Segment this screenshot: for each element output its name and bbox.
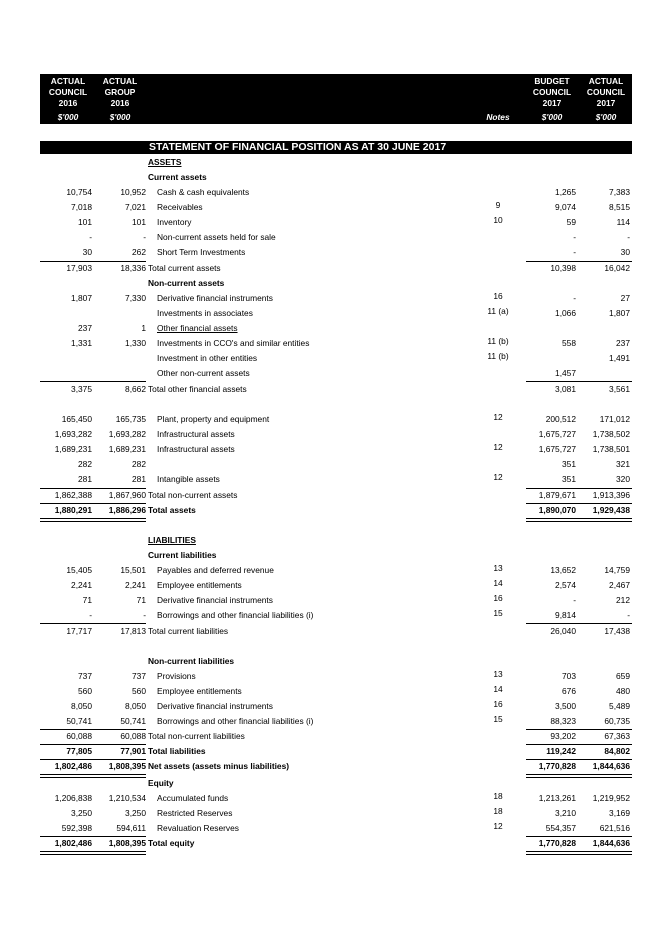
line-item-label: Total equity <box>148 838 195 848</box>
actual-council-2017-value: 8,515 <box>609 202 630 212</box>
actual-council-2016-value: 17,717 <box>66 626 92 636</box>
budget-council-2017-value: 351 <box>562 474 576 484</box>
unit-label: $'000 <box>541 112 563 122</box>
table-row <box>0 472 656 487</box>
line-item-label: Derivative financial instruments <box>157 595 273 605</box>
line-item-label: Employee entitlements <box>157 686 242 696</box>
subtotal-rule <box>526 836 632 837</box>
header-text: ACTUAL <box>50 76 86 86</box>
actual-council-2016-value: - <box>89 610 92 620</box>
actual-council-2017-value: 621,516 <box>599 823 630 833</box>
table-row <box>0 563 656 578</box>
actual-council-2016-value: 3,375 <box>71 384 92 394</box>
actual-council-2017-value: 171,012 <box>599 414 630 424</box>
actual-council-2017-value: 480 <box>616 686 630 696</box>
note-ref: 14 <box>493 684 503 694</box>
actual-council-2017-value: 16,042 <box>604 263 630 273</box>
actual-council-2017-value: 2,467 <box>609 580 630 590</box>
line-item-label: Total current assets <box>148 263 221 273</box>
non-current-liabilities-heading: Non-current liabilities <box>148 656 235 666</box>
budget-council-2017-value: 703 <box>562 671 576 681</box>
budget-council-2017-value: 1,457 <box>555 368 576 378</box>
table-row <box>0 336 656 351</box>
line-item-label: Inventory <box>157 217 192 227</box>
total-row <box>0 836 656 851</box>
unit-label: $'000 <box>595 112 617 122</box>
note-ref: 13 <box>493 563 503 573</box>
actual-group-2016-value: 10,952 <box>120 187 146 197</box>
line-item-label: Plant, property and equipment <box>157 414 270 424</box>
note-ref: 12 <box>493 412 503 422</box>
header-text: COUNCIL <box>532 87 572 97</box>
actual-council-2016-value: - <box>89 232 92 242</box>
section-heading-row <box>0 548 656 563</box>
actual-group-2016-value: 737 <box>132 671 146 681</box>
actual-council-2016-value: 101 <box>78 217 92 227</box>
section-heading-row <box>0 276 656 291</box>
double-rule <box>526 518 632 522</box>
column-header-bar <box>40 74 632 124</box>
section-heading-row <box>0 654 656 669</box>
actual-group-2016-value: - <box>143 232 146 242</box>
note-ref: 13 <box>493 669 503 679</box>
actual-council-2016-value: 10,754 <box>66 187 92 197</box>
line-item-label: Restricted Reserves <box>157 808 233 818</box>
budget-council-2017-value: 1,265 <box>555 187 576 197</box>
actual-group-2016-value: 8,050 <box>125 701 146 711</box>
budget-council-2017-value: 1,675,727 <box>538 429 576 439</box>
table-row <box>0 321 656 336</box>
subtotal-rule <box>40 729 146 730</box>
actual-council-2017-value: 1,807 <box>609 308 630 318</box>
note-ref: 10 <box>493 215 503 225</box>
table-row <box>0 593 656 608</box>
actual-council-2017-value: 1,913,396 <box>592 490 630 500</box>
budget-council-2017-value: 9,814 <box>555 610 576 620</box>
actual-council-2017-value: 5,489 <box>609 701 630 711</box>
actual-council-2017-value: 17,438 <box>604 626 630 636</box>
actual-council-2016-value: 592,398 <box>61 823 92 833</box>
note-ref: 12 <box>493 821 503 831</box>
line-item-label: Payables and deferred revenue <box>157 565 274 575</box>
table-row <box>0 669 656 684</box>
section-heading-row <box>0 170 656 185</box>
actual-council-2016-value: 1,807 <box>71 293 92 303</box>
table-row <box>0 699 656 714</box>
actual-council-2017-value: 14,759 <box>604 565 630 575</box>
actual-council-2017-value: 114 <box>616 217 630 227</box>
actual-group-2016-value: 1,210,534 <box>108 793 146 803</box>
table-row <box>0 351 656 366</box>
actual-council-2016-value: 1,802,486 <box>54 838 92 848</box>
actual-council-2017-value: - <box>627 232 630 242</box>
double-rule <box>40 851 146 855</box>
actual-council-2017-value: 237 <box>616 338 630 348</box>
subtotal-row <box>0 261 656 276</box>
table-row <box>0 366 656 381</box>
line-item-label: Total non-current liabilities <box>148 731 245 741</box>
section-heading-row <box>0 533 656 548</box>
budget-council-2017-value: 1,890,070 <box>538 505 576 515</box>
subtotal-row <box>0 729 656 744</box>
line-item-label: Accumulated funds <box>157 793 229 803</box>
actual-council-2016-value: 1,802,486 <box>54 761 92 771</box>
actual-council-2017-value: 1,219,952 <box>592 793 630 803</box>
actual-council-2016-value: 1,862,388 <box>54 490 92 500</box>
table-row <box>0 230 656 245</box>
line-item-label: Non-current assets held for sale <box>157 232 276 242</box>
section-heading-row <box>0 776 656 791</box>
actual-council-2017-value: 1,491 <box>609 353 630 363</box>
actual-council-2017-value: 3,169 <box>609 808 630 818</box>
actual-group-2016-value: 17,813 <box>120 626 146 636</box>
actual-council-2017-value: 1,844,636 <box>592 838 630 848</box>
actual-council-2016-value: 77,805 <box>66 746 92 756</box>
actual-council-2017-value: 30 <box>620 247 630 257</box>
total-row <box>0 744 656 759</box>
table-row <box>0 412 656 427</box>
table-row <box>0 578 656 593</box>
notes-header: Notes <box>486 112 510 122</box>
line-item-label: Revaluation Reserves <box>157 823 239 833</box>
actual-council-2016-value: 1,206,838 <box>54 793 92 803</box>
actual-council-2016-value: 60,088 <box>66 731 92 741</box>
table-row <box>0 821 656 836</box>
actual-group-2016-value: 262 <box>132 247 146 257</box>
line-item-label: Total other financial assets <box>148 384 247 394</box>
header-actual-council-2017 <box>578 76 634 109</box>
note-ref: 16 <box>493 291 503 301</box>
budget-council-2017-value: 554,357 <box>545 823 576 833</box>
actual-council-2016-value: 281 <box>78 474 92 484</box>
line-item-label: Intangible assets <box>157 474 220 484</box>
subtotal-rule <box>40 744 146 745</box>
budget-council-2017-value: - <box>573 247 576 257</box>
budget-council-2017-value: 88,323 <box>550 716 576 726</box>
budget-council-2017-value: - <box>573 232 576 242</box>
budget-council-2017-value: 1,066 <box>555 308 576 318</box>
actual-group-2016-value: 7,330 <box>125 293 146 303</box>
actual-council-2017-value: 320 <box>616 474 630 484</box>
subtotal-rule <box>40 759 146 760</box>
actual-council-2017-value: 1,738,501 <box>592 444 630 454</box>
actual-council-2016-value: 71 <box>82 595 92 605</box>
actual-group-2016-value: 594,611 <box>116 823 146 833</box>
subtotal-rule <box>40 488 146 489</box>
double-rule <box>40 518 146 522</box>
actual-council-2017-value: 7,383 <box>609 187 630 197</box>
actual-council-2016-value: 1,880,291 <box>54 505 92 515</box>
actual-group-2016-value: 2,241 <box>125 580 146 590</box>
subtotal-rule <box>526 503 632 504</box>
note-ref: 15 <box>493 714 503 724</box>
subtotal-rule <box>526 381 632 382</box>
note-ref: 14 <box>493 578 503 588</box>
header-text: GROUP <box>104 87 136 97</box>
budget-council-2017-value: 9,074 <box>555 202 576 212</box>
subtotal-rule <box>40 623 146 624</box>
actual-council-2016-value: 3,250 <box>71 808 92 818</box>
table-row <box>0 245 656 260</box>
header-text: 2016 <box>110 98 130 108</box>
statement-title-bar <box>40 141 632 154</box>
line-item-label: Infrastructural assets <box>157 444 235 454</box>
actual-council-2016-value: 15,405 <box>66 565 92 575</box>
subtotal-row <box>0 382 656 397</box>
actual-group-2016-value: 77,901 <box>120 746 146 756</box>
header-text: 2017 <box>542 98 562 108</box>
line-item-label: Derivative financial instruments <box>157 293 273 303</box>
actual-council-2016-value: 560 <box>78 686 92 696</box>
actual-council-2016-value: 7,018 <box>71 202 92 212</box>
subtotal-rule <box>526 488 632 489</box>
table-row <box>0 291 656 306</box>
line-item-label: Investment in other entities <box>157 353 258 363</box>
line-item-label: Investments in CCO's and similar entities <box>157 338 310 348</box>
note-ref: 11 (b) <box>487 351 509 361</box>
actual-council-2016-value: 737 <box>78 671 92 681</box>
actual-council-2017-value: 60,735 <box>604 716 630 726</box>
actual-group-2016-value: 3,250 <box>125 808 146 818</box>
note-ref: 15 <box>493 608 503 618</box>
note-ref: 18 <box>493 791 503 801</box>
line-item-label: Derivative financial instruments <box>157 701 273 711</box>
statement-title: STATEMENT OF FINANCIAL POSITION AS AT 30 JUNE 2017 <box>149 141 447 153</box>
header-text: ACTUAL <box>102 76 138 86</box>
actual-council-2016-value: 1,693,282 <box>54 429 92 439</box>
budget-council-2017-value: 200,512 <box>545 414 576 424</box>
budget-council-2017-value: 26,040 <box>550 626 576 636</box>
table-row <box>0 714 656 729</box>
budget-council-2017-value: 2,574 <box>555 580 576 590</box>
line-item-label: Borrowings and other financial liabilities (i) <box>157 610 314 620</box>
actual-council-2017-value: 1,844,636 <box>592 761 630 771</box>
subtotal-rule <box>40 381 146 382</box>
line-item-label: Total liabilities <box>148 746 206 756</box>
budget-council-2017-value: 1,770,828 <box>538 761 576 771</box>
subtotal-rule <box>40 261 146 262</box>
header-text: COUNCIL <box>586 87 626 97</box>
actual-council-2017-value: 67,363 <box>604 731 630 741</box>
actual-council-2017-value: 321 <box>616 459 630 469</box>
actual-council-2017-value: 3,561 <box>609 384 630 394</box>
subtotal-rule <box>526 759 632 760</box>
actual-group-2016-value: 8,662 <box>125 384 146 394</box>
unit-label: $'000 <box>57 112 79 122</box>
actual-group-2016-value: 1 <box>141 323 146 333</box>
actual-group-2016-value: 60,088 <box>120 731 146 741</box>
note-ref: 16 <box>493 699 503 709</box>
subtotal-row <box>0 624 656 639</box>
subtotal-rule <box>40 503 146 504</box>
line-item-label: Total non-current assets <box>148 490 238 500</box>
budget-council-2017-value: 1,213,261 <box>538 793 576 803</box>
actual-group-2016-value: 1,808,395 <box>108 838 146 848</box>
actual-group-2016-value: 1,867,960 <box>108 490 146 500</box>
actual-group-2016-value: 18,336 <box>120 263 146 273</box>
table-row <box>0 306 656 321</box>
liabilities-heading: LIABILITIES <box>148 535 196 545</box>
budget-council-2017-value: 1,675,727 <box>538 444 576 454</box>
table-row <box>0 200 656 215</box>
table-row <box>0 791 656 806</box>
actual-council-2016-value: 30 <box>82 247 92 257</box>
actual-council-2016-value: 282 <box>78 459 92 469</box>
actual-group-2016-value: 1,886,296 <box>108 505 146 515</box>
actual-group-2016-value: 1,330 <box>125 338 146 348</box>
actual-council-2016-value: 50,741 <box>66 716 92 726</box>
table-row <box>0 608 656 623</box>
note-ref: 12 <box>493 472 503 482</box>
actual-group-2016-value: 281 <box>132 474 146 484</box>
line-item-label: Borrowings and other financial liabilities (i) <box>157 716 314 726</box>
note-ref: 11 (b) <box>487 336 509 346</box>
double-rule <box>526 851 632 855</box>
subtotal-rule <box>526 261 632 262</box>
header-text: BUDGET <box>534 76 570 86</box>
budget-council-2017-value: 3,081 <box>555 384 576 394</box>
line-item-label: Investments in associates <box>157 308 253 318</box>
actual-group-2016-value: - <box>143 610 146 620</box>
budget-council-2017-value: 3,210 <box>555 808 576 818</box>
line-item-label: Net assets (assets minus liabilities) <box>148 761 290 771</box>
line-item-label: Cash & cash equivalents <box>157 187 250 197</box>
budget-council-2017-value: 558 <box>562 338 576 348</box>
budget-council-2017-value: 351 <box>562 459 576 469</box>
actual-group-2016-value: 1,808,395 <box>108 761 146 771</box>
equity-heading: Equity <box>148 778 174 788</box>
note-ref: 9 <box>495 200 501 210</box>
actual-council-2017-value: 84,802 <box>604 746 630 756</box>
budget-council-2017-value: 1,879,671 <box>538 490 576 500</box>
note-ref: 18 <box>493 806 503 816</box>
actual-group-2016-value: 101 <box>132 217 146 227</box>
subtotal-rule <box>526 744 632 745</box>
table-row <box>0 684 656 699</box>
table-row <box>0 215 656 230</box>
actual-group-2016-value: 71 <box>136 595 146 605</box>
actual-council-2017-value: 659 <box>616 671 630 681</box>
note-ref: 12 <box>493 442 503 452</box>
table-row <box>0 442 656 457</box>
total-row <box>0 759 656 774</box>
table-row <box>0 806 656 821</box>
double-rule <box>526 774 632 778</box>
actual-council-2017-value: 27 <box>620 293 630 303</box>
line-item-label: Total current liabilities <box>148 626 229 636</box>
subtotal-rule <box>526 729 632 730</box>
actual-council-2017-value: - <box>627 610 630 620</box>
actual-council-2017-value: 1,929,438 <box>592 505 630 515</box>
actual-group-2016-value: 165,735 <box>115 414 146 424</box>
current-liabilities-heading: Current liabilities <box>148 550 217 560</box>
header-text: 2017 <box>596 98 616 108</box>
actual-council-2017-value: 1,738,502 <box>592 429 630 439</box>
actual-council-2017-value: 212 <box>616 595 630 605</box>
actual-council-2016-value: 8,050 <box>71 701 92 711</box>
actual-group-2016-value: 282 <box>132 459 146 469</box>
section-heading-row <box>0 155 656 170</box>
budget-council-2017-value: 3,500 <box>555 701 576 711</box>
line-item-label: Total assets <box>148 505 196 515</box>
budget-council-2017-value: - <box>573 595 576 605</box>
line-item-label: Employee entitlements <box>157 580 242 590</box>
line-item-label: Other financial assets <box>157 323 238 333</box>
actual-group-2016-value: 1,689,231 <box>108 444 146 454</box>
header-text: COUNCIL <box>48 87 88 97</box>
actual-group-2016-value: 560 <box>132 686 146 696</box>
budget-council-2017-value: 59 <box>566 217 576 227</box>
header-actual-group-2016 <box>92 76 148 109</box>
assets-heading: ASSETS <box>148 157 182 167</box>
subtotal-rule <box>526 623 632 624</box>
note-ref: 16 <box>493 593 503 603</box>
actual-council-2016-value: 2,241 <box>71 580 92 590</box>
total-row <box>0 503 656 518</box>
header-text: ACTUAL <box>588 76 624 86</box>
unit-label: $'000 <box>109 112 131 122</box>
budget-council-2017-value: - <box>573 293 576 303</box>
table-row <box>0 185 656 200</box>
line-item-label: Short Term Investments <box>157 247 246 257</box>
subtotal-row <box>0 488 656 503</box>
actual-council-2016-value: 17,903 <box>66 263 92 273</box>
line-item-label: Other non-current assets <box>157 368 250 378</box>
budget-council-2017-value: 1,770,828 <box>538 838 576 848</box>
line-item-label: Receivables <box>157 202 203 212</box>
non-current-assets-heading: Non-current assets <box>148 278 225 288</box>
actual-group-2016-value: 7,021 <box>125 202 146 212</box>
actual-council-2016-value: 1,689,231 <box>54 444 92 454</box>
line-item-label: Infrastructural assets <box>157 429 235 439</box>
table-row <box>0 427 656 442</box>
actual-group-2016-value: 15,501 <box>120 565 146 575</box>
budget-council-2017-value: 93,202 <box>550 731 576 741</box>
current-assets-heading: Current assets <box>148 172 207 182</box>
budget-council-2017-value: 10,398 <box>550 263 576 273</box>
subtotal-rule <box>40 836 146 837</box>
header-actual-council-2016 <box>40 76 96 109</box>
budget-council-2017-value: 13,652 <box>550 565 576 575</box>
actual-group-2016-value: 50,741 <box>120 716 146 726</box>
note-ref: 11 (a) <box>487 306 509 316</box>
budget-council-2017-value: 676 <box>562 686 576 696</box>
budget-council-2017-value: 119,242 <box>546 746 576 756</box>
line-item-label: Provisions <box>157 671 196 681</box>
header-text: 2016 <box>58 98 78 108</box>
header-budget-council-2017 <box>524 76 580 109</box>
actual-council-2016-value: 237 <box>78 323 92 333</box>
actual-council-2016-value: 165,450 <box>61 414 92 424</box>
double-rule <box>40 774 146 778</box>
actual-group-2016-value: 1,693,282 <box>108 429 146 439</box>
actual-council-2016-value: 1,331 <box>71 338 92 348</box>
table-row <box>0 457 656 472</box>
